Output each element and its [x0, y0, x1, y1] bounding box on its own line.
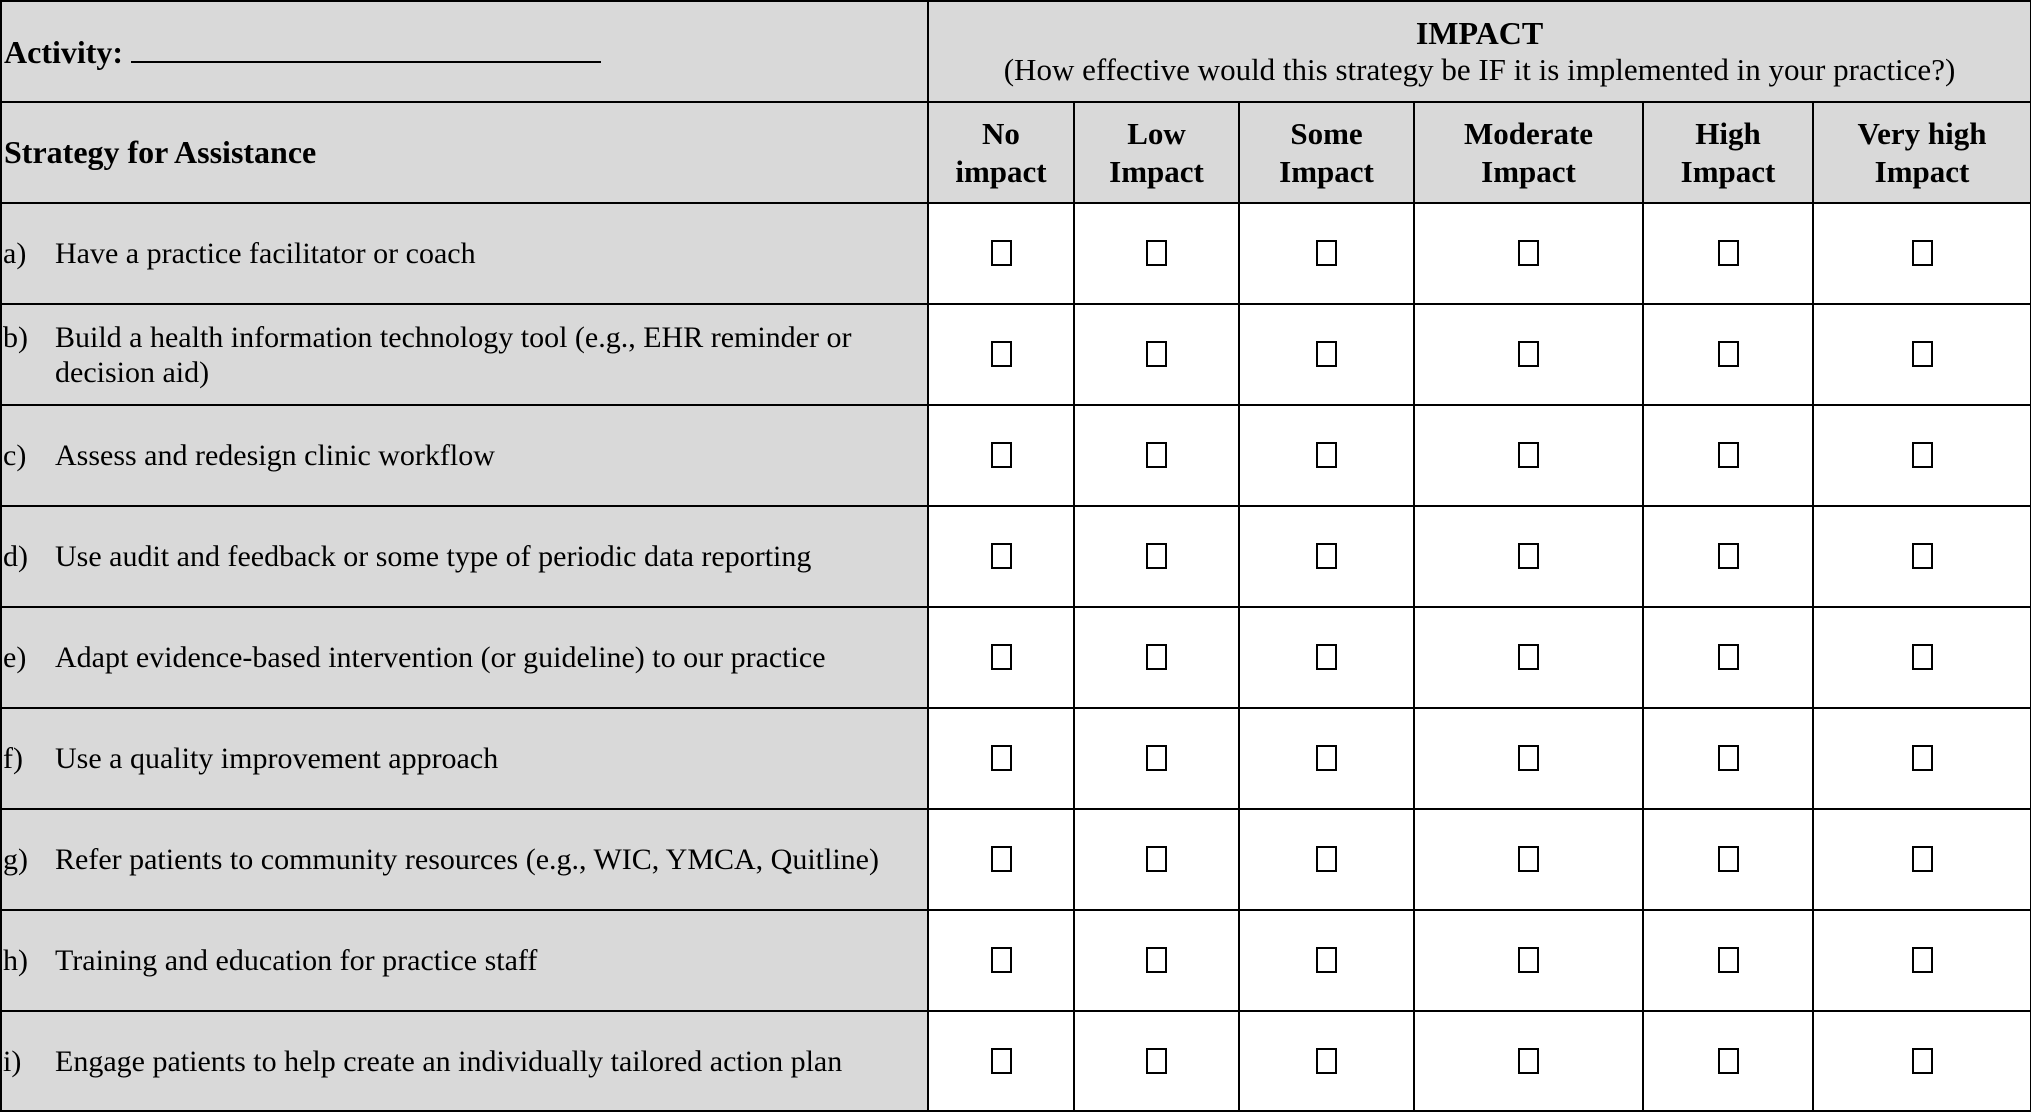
- rating-checkbox-1[interactable]: [1146, 644, 1167, 670]
- strategy-header: Strategy for Assistance: [1, 102, 928, 203]
- column-header-line1: Moderate: [1463, 115, 1594, 151]
- strategy-cell: [1, 809, 928, 910]
- rating-checkbox-2[interactable]: [1316, 240, 1337, 266]
- item-text: Engage patients to help create an individually tailored action plan: [55, 1044, 843, 1078]
- strategy-row: [1, 203, 2031, 304]
- strategy-content: [2, 1044, 927, 1079]
- rating-cell: [1414, 203, 1643, 304]
- activity-cell: [1, 1, 928, 102]
- strategy-cell: [1, 708, 928, 809]
- item-text: Use audit and feedback or some type of periodic data reporting: [55, 540, 812, 573]
- rating-checkbox-4[interactable]: [1718, 543, 1739, 569]
- strategy-content: [2, 741, 927, 776]
- item-letter: i): [3, 1044, 22, 1078]
- rating-checkbox-0[interactable]: [991, 240, 1012, 266]
- impact-header: [928, 1, 2031, 102]
- column-header-0: [928, 102, 1074, 203]
- rating-cell: [1813, 203, 2031, 304]
- rating-cell: [1074, 1011, 1239, 1111]
- rating-checkbox-1[interactable]: [1146, 846, 1167, 872]
- rating-cell: [928, 809, 1074, 910]
- strategy-row: [1, 809, 2031, 910]
- rating-cell: [1239, 1011, 1414, 1111]
- rating-checkbox-4[interactable]: [1718, 1048, 1739, 1074]
- rating-checkbox-2[interactable]: [1316, 745, 1337, 771]
- rating-cell: [928, 203, 1074, 304]
- rating-checkbox-3[interactable]: [1518, 341, 1539, 367]
- column-header-line1: High: [1695, 115, 1761, 151]
- rating-cell: [1074, 910, 1239, 1011]
- column-header-line1: Low: [1127, 115, 1186, 151]
- strategy-cell: [1, 405, 928, 506]
- strategy-cell: [1, 910, 928, 1011]
- rating-cell: [928, 506, 1074, 607]
- rating-checkbox-0[interactable]: [991, 341, 1012, 367]
- rating-cell: [1643, 304, 1813, 405]
- rating-cell: [1239, 304, 1414, 405]
- rating-checkbox-0[interactable]: [991, 644, 1012, 670]
- rating-cell: [1813, 506, 2031, 607]
- column-header-1: [1074, 102, 1239, 203]
- rating-checkbox-1[interactable]: [1146, 240, 1167, 266]
- strategy-row: [1, 304, 2031, 405]
- rating-cell: [1414, 607, 1643, 708]
- rating-cell: [1813, 607, 2031, 708]
- rating-cell: [1643, 607, 1813, 708]
- rating-checkbox-3[interactable]: [1518, 1048, 1539, 1074]
- rating-checkbox-3[interactable]: [1518, 442, 1539, 468]
- rating-cell: [1813, 1011, 2031, 1111]
- rating-cell: [1074, 809, 1239, 910]
- rating-checkbox-2[interactable]: [1316, 947, 1337, 973]
- rating-cell: [928, 405, 1074, 506]
- rating-checkbox-2[interactable]: [1316, 846, 1337, 872]
- item-text: Have a practice facilitator or coach: [55, 237, 476, 270]
- strategy-content: [2, 438, 927, 473]
- rating-checkbox-4[interactable]: [1718, 846, 1739, 872]
- rating-checkbox-5[interactable]: [1912, 947, 1933, 973]
- rating-cell: [1643, 809, 1813, 910]
- rating-checkbox-5[interactable]: [1912, 543, 1933, 569]
- activity-label: Activity:: [4, 33, 124, 70]
- strategy-cell: [1, 203, 928, 304]
- item-letter: f): [3, 742, 23, 775]
- rating-checkbox-2[interactable]: [1316, 644, 1337, 670]
- rating-cell: [1074, 708, 1239, 809]
- rating-cell: [1813, 405, 2031, 506]
- strategy-row: [1, 1011, 2031, 1111]
- rating-cell: [1074, 203, 1239, 304]
- rating-checkbox-4[interactable]: [1718, 745, 1739, 771]
- impact-title: IMPACT: [1415, 14, 1544, 51]
- column-header-line2: Impact: [1481, 153, 1576, 189]
- item-text: Refer patients to community resources (e.g., WIC, YMCA, Quitline): [55, 843, 879, 876]
- column-header-line1: No: [982, 115, 1020, 151]
- rating-checkbox-3[interactable]: [1518, 947, 1539, 973]
- rating-checkbox-0[interactable]: [991, 846, 1012, 872]
- column-header-line2: Impact: [1874, 153, 1970, 189]
- rating-cell: [1414, 910, 1643, 1011]
- strategy-row: [1, 910, 2031, 1011]
- strategy-cell: [1, 304, 928, 405]
- strategy-cell: [1, 1011, 928, 1111]
- rating-cell: [1414, 506, 1643, 607]
- rating-checkbox-3[interactable]: [1518, 745, 1539, 771]
- rating-cell: [1813, 304, 2031, 405]
- column-header-5: [1813, 102, 2031, 203]
- rating-checkbox-1[interactable]: [1146, 745, 1167, 771]
- rating-cell: [1414, 405, 1643, 506]
- item-letter: g): [3, 843, 28, 876]
- item-text: Training and education for practice staff: [55, 944, 538, 977]
- rating-checkbox-4[interactable]: [1718, 240, 1739, 266]
- strategy-row: [1, 405, 2031, 506]
- rating-cell: [1643, 910, 1813, 1011]
- rating-checkbox-1[interactable]: [1146, 341, 1167, 367]
- rating-checkbox-3[interactable]: [1518, 240, 1539, 266]
- rating-cell: [1414, 1011, 1643, 1111]
- rating-checkbox-5[interactable]: [1912, 442, 1933, 468]
- rating-checkbox-5[interactable]: [1912, 745, 1933, 771]
- rating-cell: [1414, 708, 1643, 809]
- column-header-2: [1239, 102, 1414, 203]
- rating-checkbox-2[interactable]: [1316, 1048, 1337, 1074]
- strategy-content: [2, 320, 927, 390]
- rating-cell: [928, 910, 1074, 1011]
- strategy-row: [1, 607, 2031, 708]
- column-header-line1: Some: [1290, 115, 1363, 151]
- rating-cell: [1239, 203, 1414, 304]
- rating-checkbox-1[interactable]: [1146, 442, 1167, 468]
- strategy-row: [1, 506, 2031, 607]
- rating-cell: [1074, 607, 1239, 708]
- item-text: Assess and redesign clinic workflow: [55, 439, 495, 472]
- rating-cell: [1239, 809, 1414, 910]
- rating-checkbox-3[interactable]: [1518, 644, 1539, 670]
- strategy-content: [2, 236, 927, 271]
- rating-cell: [1813, 809, 2031, 910]
- rating-checkbox-0[interactable]: [991, 947, 1012, 973]
- rating-checkbox-1[interactable]: [1146, 543, 1167, 569]
- rating-cell: [1643, 1011, 1813, 1111]
- rating-cell: [1239, 506, 1414, 607]
- rating-checkbox-5[interactable]: [1912, 240, 1933, 266]
- item-text: Adapt evidence-based intervention (or guideline) to our practice: [55, 641, 826, 674]
- rating-cell: [1414, 304, 1643, 405]
- item-letter: b): [3, 320, 28, 354]
- item-letter: h): [3, 944, 28, 977]
- rating-checkbox-4[interactable]: [1718, 947, 1739, 973]
- rating-checkbox-0[interactable]: [991, 543, 1012, 569]
- item-letter: c): [3, 439, 27, 472]
- rating-cell: [928, 607, 1074, 708]
- column-header-line2: Impact: [1109, 153, 1204, 189]
- rating-checkbox-3[interactable]: [1518, 846, 1539, 872]
- header-row-activity: [1, 1, 2031, 102]
- item-letter: d): [3, 540, 28, 573]
- column-header-3: [1414, 102, 1643, 203]
- column-header-line1: Very high: [1857, 115, 1987, 151]
- rating-checkbox-1[interactable]: [1146, 1048, 1167, 1074]
- rating-checkbox-0[interactable]: [991, 1048, 1012, 1074]
- strategy-row: [1, 708, 2031, 809]
- strategy-content: [2, 640, 927, 675]
- rating-cell: [1813, 910, 2031, 1011]
- rating-checkbox-3[interactable]: [1518, 543, 1539, 569]
- rating-cell: [1239, 405, 1414, 506]
- strategy-cell: [1, 506, 928, 607]
- rating-cell: [1074, 304, 1239, 405]
- rating-checkbox-0[interactable]: [991, 745, 1012, 771]
- rating-cell: [928, 708, 1074, 809]
- rating-checkbox-1[interactable]: [1146, 947, 1167, 973]
- rating-cell: [1643, 203, 1813, 304]
- rating-cell: [1643, 405, 1813, 506]
- strategy-content: [2, 842, 927, 877]
- rating-cell: [1813, 708, 2031, 809]
- rating-checkbox-5[interactable]: [1912, 644, 1933, 670]
- rating-checkbox-2[interactable]: [1316, 442, 1337, 468]
- rating-cell: [928, 1011, 1074, 1111]
- rating-checkbox-4[interactable]: [1718, 341, 1739, 367]
- rating-cell: [1074, 506, 1239, 607]
- item-letter: a): [3, 237, 27, 270]
- item-letter: e): [3, 641, 27, 674]
- activity-blank-line[interactable]: [131, 33, 601, 63]
- rating-checkbox-4[interactable]: [1718, 442, 1739, 468]
- item-text: Build a health information technology tool (e.g., EHR reminder or decision aid): [55, 320, 852, 389]
- rating-checkbox-5[interactable]: [1912, 1048, 1933, 1074]
- rating-checkbox-0[interactable]: [991, 442, 1012, 468]
- column-header-4: [1643, 102, 1813, 203]
- impact-subtitle: (How effective would this strategy be IF it is implemented in your practice?): [1003, 51, 1956, 87]
- column-header-line2: impact: [955, 153, 1047, 189]
- rating-checkbox-5[interactable]: [1912, 341, 1933, 367]
- rating-cell: [1239, 607, 1414, 708]
- header-row-columns: [1, 102, 2031, 203]
- rating-cell: [1239, 708, 1414, 809]
- item-text: Use a quality improvement approach: [55, 742, 499, 775]
- rating-checkbox-2[interactable]: [1316, 543, 1337, 569]
- column-header-line2: Impact: [1680, 153, 1776, 189]
- strategy-cell: [1, 607, 928, 708]
- rating-cell: [1643, 506, 1813, 607]
- rating-checkbox-4[interactable]: [1718, 644, 1739, 670]
- rating-checkbox-2[interactable]: [1316, 341, 1337, 367]
- rating-cell: [928, 304, 1074, 405]
- rating-cell: [1414, 809, 1643, 910]
- rating-checkbox-5[interactable]: [1912, 846, 1933, 872]
- rating-cell: [1239, 910, 1414, 1011]
- rating-cell: [1643, 708, 1813, 809]
- column-header-line2: Impact: [1279, 153, 1374, 189]
- rating-cell: [1074, 405, 1239, 506]
- strategy-content: [2, 943, 927, 978]
- strategy-content: [2, 539, 927, 574]
